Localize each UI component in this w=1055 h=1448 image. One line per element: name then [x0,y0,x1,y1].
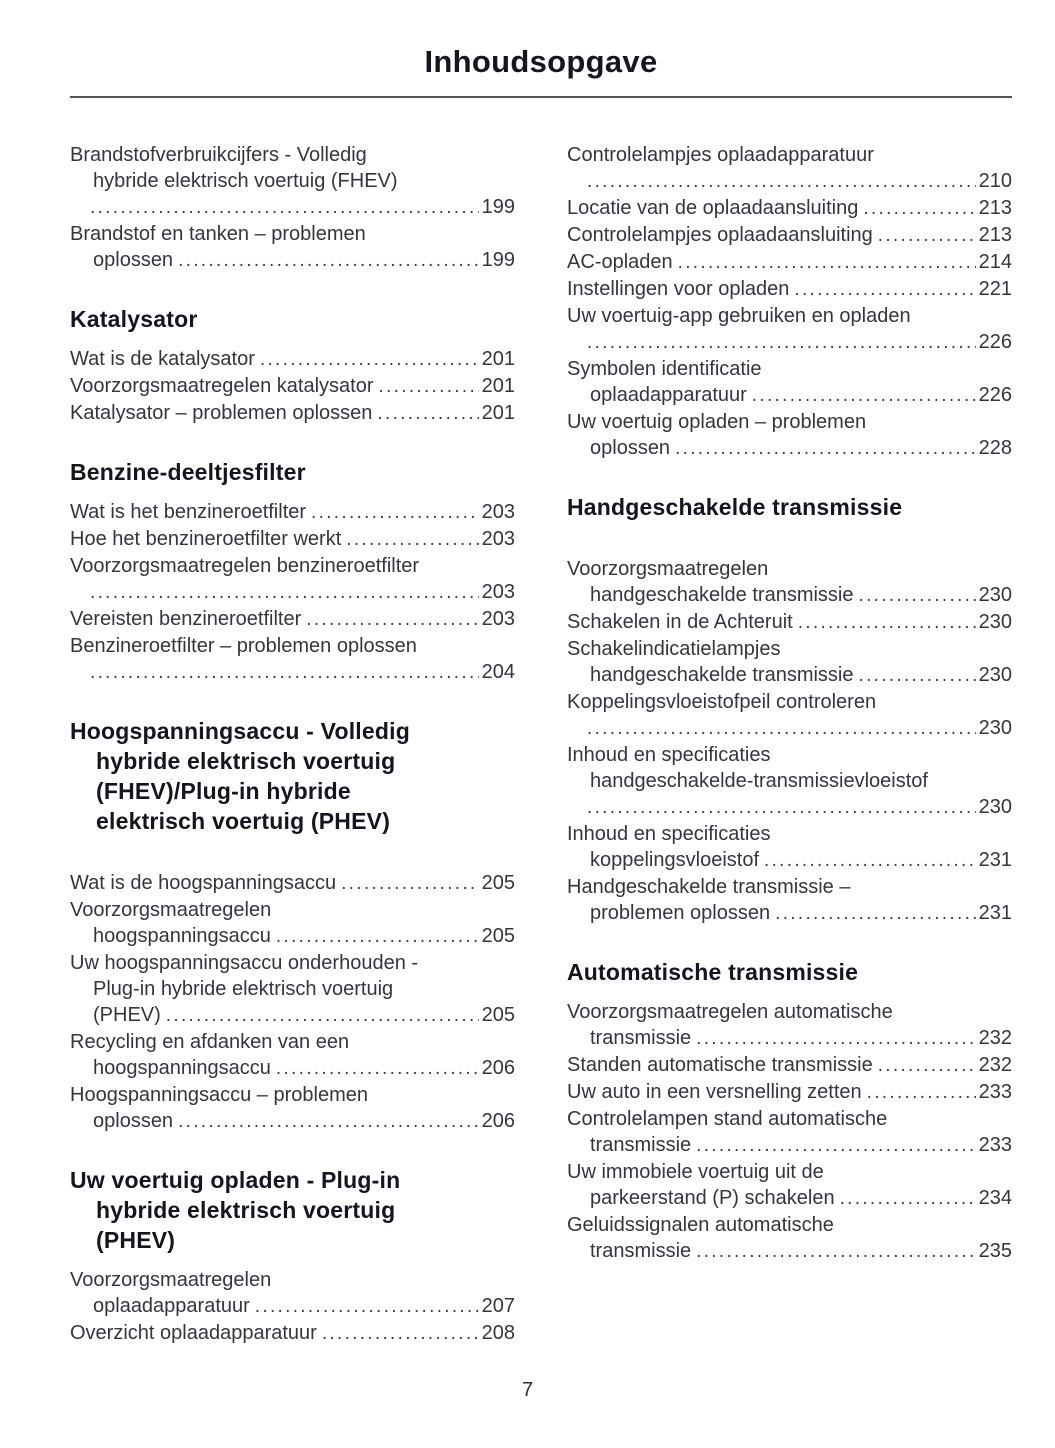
toc-entry-text: Symbolen identificatie [567,358,762,380]
toc-page-number: 228 [978,437,1012,459]
toc-entry-text: Hoe het benzineroetfilter werkt [70,528,342,550]
toc-entry-text: Benzineroetfilter – problemen oplossen [70,635,417,657]
dotted-leader [377,400,478,427]
toc-entry-text: Voorzorgsmaatregelen katalysator [70,375,374,397]
dotted-leader [859,582,976,609]
dotted-leader [379,373,479,400]
toc-page-number: 213 [978,224,1012,246]
toc-entry-text: Controlelampjes oplaadapparatuur [567,144,874,166]
dotted-leader [798,609,976,636]
toc-entry[interactable] [70,1029,515,1082]
toc-column-2 [567,142,1012,1347]
toc-entry-text: transmissie [590,1027,692,1049]
toc-entry[interactable] [567,689,1012,742]
dotted-leader [166,1002,479,1029]
toc-entry-text: hoogspanningsaccu [93,925,271,947]
toc-entry-text: Katalysator – problemen oplossen [70,402,373,424]
dotted-leader [752,382,976,409]
toc-entry-text: oplossen [93,1110,174,1132]
section-heading-line: Katalysator [70,306,198,332]
toc-entry-text: Controlelampjes oplaadaansluiting [567,224,873,246]
toc-page-number: 232 [978,1027,1012,1049]
dotted-leader [311,499,479,526]
toc-page-number: 213 [978,197,1012,219]
toc-entry-text: hybride elektrisch voertuig (FHEV) [93,170,398,192]
toc-entry[interactable] [70,499,515,526]
toc-entry[interactable] [70,346,515,373]
section-heading-line: Uw voertuig opladen - Plug-in [70,1167,401,1193]
toc-entry-text: Plug-in hybride elektrisch voertuig [93,978,394,1000]
dotted-leader [178,247,479,274]
toc-page-number: 230 [978,664,1012,686]
toc-page-number: 206 [481,1057,515,1079]
toc-entry-text: Wat is de katalysator [70,348,255,370]
toc-entry-text: Uw hoogspanningsaccu onderhouden - [70,952,419,974]
toc-page-number: 221 [978,278,1012,300]
section-heading-line: Handgeschakelde transmissie [567,494,903,520]
toc-entry[interactable] [567,999,1012,1052]
toc-page-number: 231 [978,902,1012,924]
toc-page-number: 231 [978,849,1012,871]
toc-entry-text: Hoogspanningsaccu – problemen [70,1084,368,1106]
toc-entry[interactable] [567,1106,1012,1159]
section-heading-line: Hoogspanningsaccu - Volledig [70,718,410,744]
toc-page-number: 201 [481,348,515,370]
toc-entry[interactable] [70,633,515,686]
dotted-leader [878,1052,976,1079]
toc-entry-text: Inhoud en specificaties [567,823,771,845]
dotted-leader [859,662,976,689]
toc-entry[interactable] [567,1159,1012,1212]
section-heading-line: elektrisch voertuig (PHEV) [96,808,391,834]
toc-entry-text: Voorzorgsmaatregelen automatische [567,1001,893,1023]
toc-entry-text: Vereisten benzineroetfilter [70,608,302,630]
toc-entry-text: handgeschakelde-transmissievloeistof [590,770,928,792]
dotted-leader [840,1185,976,1212]
toc-entry-text: Uw auto in een versnelling zetten [567,1081,862,1103]
section-heading [70,1165,515,1255]
toc-page-number: 203 [481,608,515,630]
toc-entry-text: Instellingen voor opladen [567,278,790,300]
section-heading [70,304,515,334]
toc-entry-text: AC-opladen [567,251,673,273]
dotted-leader [678,249,976,276]
toc-page-number: 205 [481,925,515,947]
toc-entry-text: transmissie [590,1134,692,1156]
toc-entry-text: parkeerstand (P) schakelen [590,1187,835,1209]
toc-page-number: 210 [978,170,1012,192]
toc-entry-text: Voorzorgsmaatregelen [567,558,769,580]
toc-page-number: 226 [978,384,1012,406]
toc-entry[interactable] [567,556,1012,609]
toc-entry[interactable] [567,742,1012,821]
toc-entry[interactable] [567,303,1012,356]
toc-page-number: 214 [978,251,1012,273]
toc-page-number: 201 [481,375,515,397]
toc-page-number: 235 [978,1240,1012,1262]
toc-columns [70,142,1012,1347]
dotted-leader [178,1108,479,1135]
toc-entry[interactable] [567,609,1012,636]
dotted-leader [341,870,479,897]
toc-entry-text: problemen oplossen [590,902,771,924]
dotted-leader [322,1320,479,1347]
toc-entry[interactable] [70,1082,515,1135]
dotted-leader [587,168,976,195]
page-footer [0,1379,1055,1402]
toc-page-number: 205 [481,872,515,894]
toc-entry[interactable] [567,1052,1012,1079]
toc-entry[interactable] [567,222,1012,249]
dotted-leader [255,1293,479,1320]
toc-entry-text: Voorzorgsmaatregelen benzineroetfilter [70,555,420,577]
dotted-leader [346,526,478,553]
toc-page-number: 204 [481,661,515,683]
toc-entry[interactable] [70,1267,515,1320]
toc-page-number: 226 [978,331,1012,353]
toc-entry[interactable] [70,950,515,1029]
toc-page-number: 230 [978,584,1012,606]
toc-entry-text: koppelingsvloeistof [590,849,759,871]
toc-entry[interactable] [70,897,515,950]
toc-entry[interactable] [567,1079,1012,1106]
section-heading-line: (PHEV) [96,1227,176,1253]
toc-entry[interactable] [70,553,515,606]
toc-entry-text: handgeschakelde transmissie [590,664,854,686]
toc-entry[interactable] [567,1212,1012,1265]
toc-entry-text: oplossen [590,437,671,459]
toc-entry-text: (PHEV) [93,1004,161,1026]
toc-entry-text: handgeschakelde transmissie [590,584,854,606]
toc-page-number: 199 [481,249,515,271]
dotted-leader [696,1132,975,1159]
dotted-leader [260,346,479,373]
section-heading-line: Automatische transmissie [567,959,859,985]
toc-page-number: 230 [978,717,1012,739]
dotted-leader [696,1025,975,1052]
dotted-leader [306,606,478,633]
toc-entry-text: Uw immobiele voertuig uit de [567,1161,824,1183]
toc-entry[interactable] [567,276,1012,303]
page-title: Inhoudsopgave [424,44,658,79]
dotted-leader [863,195,975,222]
toc-entry[interactable] [567,356,1012,409]
toc-entry-text: Brandstof en tanken – problemen [70,223,366,245]
toc-entry[interactable] [70,221,515,274]
toc-entry[interactable] [70,373,515,400]
toc-page-number: 203 [481,528,515,550]
toc-entry-text: oplaadapparatuur [93,1295,250,1317]
toc-entry-text: oplossen [93,249,174,271]
toc-entry-text: Wat is de hoogspanningsaccu [70,872,337,894]
dotted-leader [878,222,976,249]
toc-entry[interactable] [567,409,1012,462]
section-heading [70,716,515,836]
section-heading-line: Benzine-deeltjesfilter [70,459,306,485]
page-header [70,0,1012,98]
toc-entry[interactable] [567,142,1012,195]
toc-entry[interactable] [567,249,1012,276]
toc-page-number: 199 [481,196,515,218]
toc-page-number: 230 [978,796,1012,818]
dotted-leader [587,794,976,821]
toc-entry-text: Locatie van de oplaadaansluiting [567,197,859,219]
toc-page-number: 207 [481,1295,515,1317]
dotted-leader [764,847,976,874]
section-heading [567,492,1012,522]
dotted-leader [90,194,479,221]
toc-entry-text: hoogspanningsaccu [93,1057,271,1079]
toc-page-number: 206 [481,1110,515,1132]
section-heading-line: hybride elektrisch voertuig [96,1197,396,1223]
toc-entry[interactable] [567,636,1012,689]
dotted-leader [276,1055,479,1082]
toc-entry[interactable] [567,874,1012,927]
dotted-leader [696,1238,975,1265]
toc-entry[interactable] [70,526,515,553]
toc-page-number: 201 [481,402,515,424]
dotted-leader [794,276,975,303]
toc-entry-text: Inhoud en specificaties [567,744,771,766]
toc-entry-text: Schakelindicatielampjes [567,638,781,660]
toc-entry-text: Recycling en afdanken van een [70,1031,350,1053]
toc-entry-text: Handgeschakelde transmissie – [567,876,851,898]
toc-entry[interactable] [70,870,515,897]
toc-page-number: 232 [978,1054,1012,1076]
toc-entry[interactable] [70,606,515,633]
toc-entry-text: Voorzorgsmaatregelen [70,899,272,921]
toc-page-number: 208 [481,1322,515,1344]
dotted-leader [90,579,479,606]
toc-entry[interactable] [567,195,1012,222]
toc-entry[interactable] [70,1320,515,1347]
toc-entry-text: Uw voertuig opladen – problemen [567,411,867,433]
toc-entry[interactable] [70,142,515,221]
toc-entry[interactable] [70,400,515,427]
toc-page-number: 203 [481,581,515,603]
toc-page-number: 230 [978,611,1012,633]
section-heading [567,957,1012,987]
toc-entry-text: Uw voertuig-app gebruiken en opladen [567,305,911,327]
toc-entry-text: Standen automatische transmissie [567,1054,873,1076]
toc-entry-text: oplaadapparatuur [590,384,747,406]
toc-page-number: 205 [481,1004,515,1026]
toc-entry-text: Geluidssignalen automatische [567,1214,834,1236]
toc-entry-text: Schakelen in de Achteruit [567,611,793,633]
section-heading-line: (FHEV)/Plug-in hybride [96,778,351,804]
dotted-leader [675,435,976,462]
toc-page-number: 233 [978,1134,1012,1156]
dotted-leader [90,659,479,686]
section-heading [70,457,515,487]
toc-entry-text: Koppelingsvloeistofpeil controleren [567,691,877,713]
toc-page-number: 233 [978,1081,1012,1103]
section-heading-line: hybride elektrisch voertuig [96,748,396,774]
dotted-leader [276,923,479,950]
dotted-leader [867,1079,976,1106]
dotted-leader [775,900,976,927]
header-divider [70,96,1012,98]
dotted-leader [587,715,976,742]
toc-page-number: 234 [978,1187,1012,1209]
toc-entry-text: Overzicht oplaadapparatuur [70,1322,317,1344]
toc-entry-text: Brandstofverbruikcijfers - Volledig [70,144,367,166]
toc-entry[interactable] [567,821,1012,874]
toc-entry-text: transmissie [590,1240,692,1262]
toc-column-1 [70,142,515,1347]
toc-page-number: 203 [481,501,515,523]
toc-entry-text: Controlelampen stand automatische [567,1108,888,1130]
toc-entry-text: Voorzorgsmaatregelen [70,1269,272,1291]
dotted-leader [587,329,976,356]
page-number: 7 [521,1379,534,1401]
toc-entry-text: Wat is het benzineroetfilter [70,501,307,523]
